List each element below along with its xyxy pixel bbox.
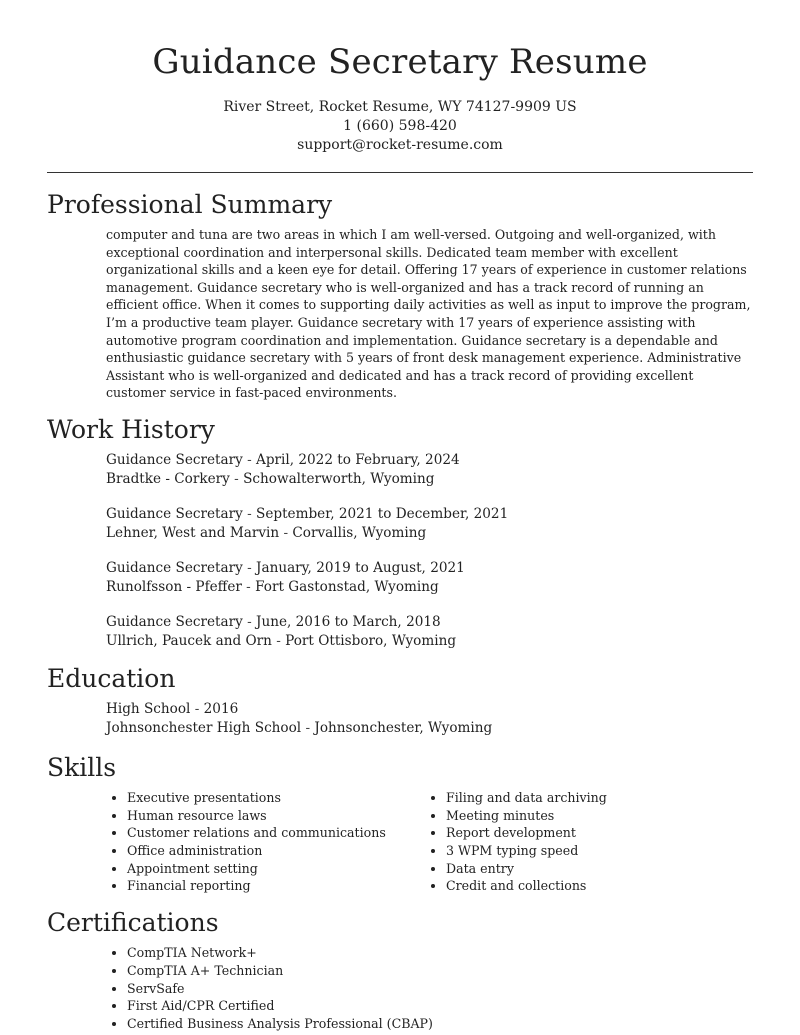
education-degree: High School	[106, 700, 191, 717]
certification-item: • CompTIA Network+	[127, 944, 753, 962]
summary-section	[47, 189, 753, 402]
certifications-heading: Certifications	[47, 908, 219, 938]
certification-item: • First Aid/CPR Certified	[127, 997, 753, 1015]
education-list	[47, 700, 753, 738]
work-entry-company-line	[106, 524, 753, 543]
education-degree-line	[106, 700, 753, 719]
resume-header	[47, 0, 753, 155]
header-divider	[47, 172, 753, 173]
education-location: Johnsonchester, Wyoming	[314, 719, 493, 736]
skill-item: • Meeting minutes	[446, 807, 744, 825]
separator: -	[242, 505, 257, 522]
separator: -	[241, 578, 256, 595]
separator: -	[242, 613, 257, 630]
work-entry-title-line	[106, 451, 753, 470]
education-school-line	[106, 719, 753, 738]
job-location: Port Ottisboro, Wyoming	[285, 632, 457, 649]
skills-column-right	[425, 789, 744, 895]
work-entry-title-line	[106, 613, 753, 632]
separator: -	[279, 524, 293, 541]
work-entry-title-line	[106, 559, 753, 578]
job-location: Fort Gastonstad, Wyoming	[255, 578, 439, 595]
skill-item: • Filing and data archiving	[446, 789, 744, 807]
work-entry	[106, 613, 753, 651]
work-entry	[106, 505, 753, 543]
job-company: Runolfsson - Pfeffer	[106, 578, 242, 595]
job-dates: September, 2021 to December, 2021	[256, 505, 509, 522]
work-entry-company-line	[106, 470, 753, 489]
job-dates: April, 2022 to February, 2024	[256, 451, 460, 468]
skill-item: • Office administration	[127, 842, 425, 860]
certifications-list	[106, 944, 753, 1033]
education-year: 2016	[203, 700, 239, 717]
job-role: Guidance Secretary	[106, 451, 243, 468]
skills-column-left	[106, 789, 425, 895]
skill-item: • Human resource laws	[127, 807, 425, 825]
separator: -	[229, 470, 244, 487]
skill-item: • Financial reporting	[127, 877, 425, 895]
certifications-section	[47, 907, 753, 1033]
work-history-section	[47, 414, 753, 651]
job-company: Ullrich, Paucek and Orn	[106, 632, 272, 649]
skill-item: • 3 WPM typing speed	[446, 842, 744, 860]
separator: -	[301, 719, 315, 736]
separator: -	[271, 632, 286, 649]
contact-phone: 1 (660) 598-420	[343, 118, 457, 134]
skills-list-left	[106, 789, 425, 895]
work-entry-company-line	[106, 578, 753, 597]
job-company: Bradtke - Corkery	[106, 470, 230, 487]
work-entry-title-line	[106, 505, 753, 524]
education-section	[47, 663, 753, 738]
work-history-heading: Work History	[47, 414, 215, 444]
contact-address: River Street, Rocket Resume, WY 74127-9909 US	[223, 99, 577, 115]
skill-item: • Customer relations and communications	[127, 824, 425, 842]
certification-item: • CompTIA A+ Technician	[127, 962, 753, 980]
job-company: Lehner, West and Marvin	[106, 524, 280, 541]
job-location: Corvallis, Wyoming	[292, 524, 427, 541]
job-location: Schowalterworth, Wyoming	[243, 470, 435, 487]
work-entry	[106, 451, 753, 489]
work-entry-company-line	[106, 632, 753, 651]
skills-section	[47, 752, 753, 895]
summary-heading: Professional Summary	[47, 190, 333, 219]
work-history-list	[47, 451, 753, 651]
job-role: Guidance Secretary	[106, 559, 243, 576]
separator: -	[190, 700, 204, 717]
separator: -	[242, 451, 257, 468]
resume-title: Guidance Secretary Resume	[152, 42, 648, 82]
education-entry	[106, 700, 753, 738]
education-school: Johnsonchester High School	[106, 719, 302, 736]
skills-list-right	[425, 789, 744, 895]
education-heading: Education	[47, 663, 176, 693]
job-role: Guidance Secretary	[106, 505, 243, 522]
skill-item: • Appointment setting	[127, 860, 425, 878]
summary-text: computer and tuna are two areas in which I am well-versed. Outgoing and well-organized, with exceptional coordination and interpersonal skills. Dedicated team member with excellent organizational skills and a keen eye for detail. Offering 17 years of experience in customer relations management. Guidance secretary who is well-organized and has a track record of running an efficient office. When it comes to supporting daily activities as well as input to improve the program, I’m a productive team player. Guidance secretary with 17 years of experience assisting with automotive program coordination and implementation. Guidance secretary is a dependable and enthusiastic guidance secretary with 5 years of front desk management experience. Administrative Assistant who is well-organized and dedicated and has a track record of providing excellent customer service in fast-paced environments.	[106, 227, 751, 401]
job-dates: January, 2019 to August, 2021	[256, 559, 465, 576]
skills-heading: Skills	[47, 752, 117, 782]
contact-email: support@rocket-resume.com	[297, 137, 503, 153]
certification-item: • ServSafe	[127, 980, 753, 998]
certification-item: • Certified Business Analysis Professional (CBAP)	[127, 1015, 753, 1033]
separator: -	[242, 559, 257, 576]
skill-item: • Report development	[446, 824, 744, 842]
skill-item: • Data entry	[446, 860, 744, 878]
skill-item: • Executive presentations	[127, 789, 425, 807]
job-role: Guidance Secretary	[106, 613, 243, 630]
work-entry	[106, 559, 753, 597]
job-dates: June, 2016 to March, 2018	[256, 613, 441, 630]
skill-item: • Credit and collections	[446, 877, 744, 895]
